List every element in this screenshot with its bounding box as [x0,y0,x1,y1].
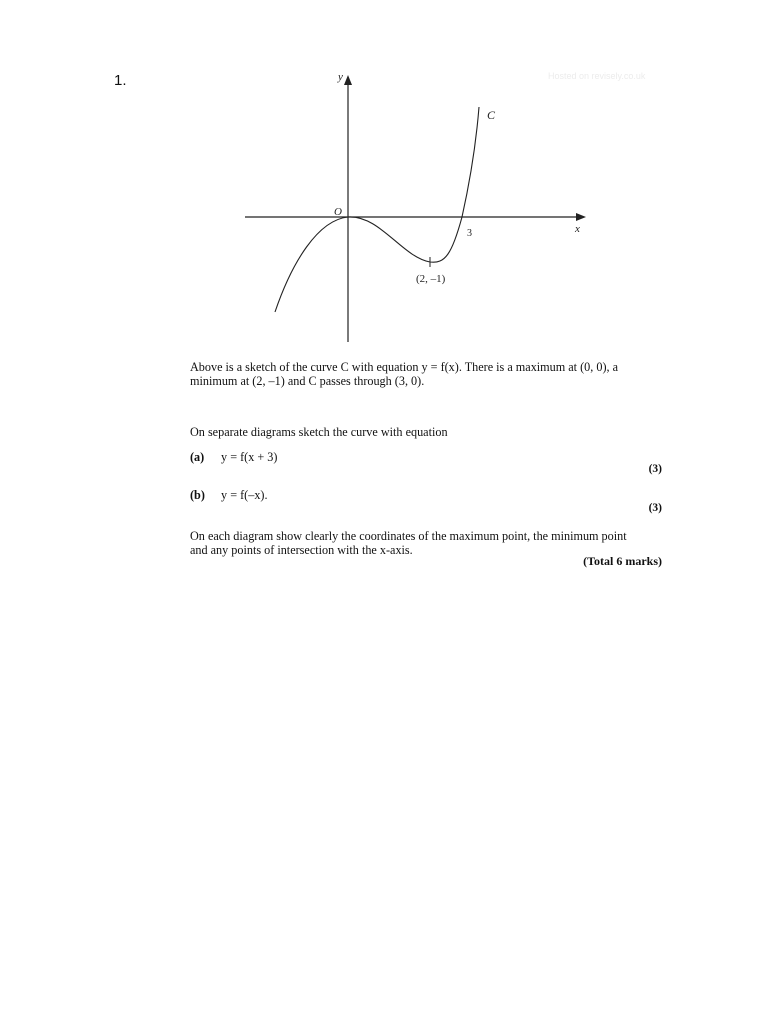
y-axis-label: y [338,71,343,83]
instruction-text: On separate diagrams sketch the curve with equation [190,425,448,439]
part-a [190,450,277,465]
x-axis-arrow [576,213,586,221]
origin-label: O [334,206,342,218]
watermark-text: Hosted on revisely.co.uk [548,71,646,81]
part-b [190,488,268,503]
part-a-label: (a) [190,450,205,464]
question-number: 1. [114,72,127,89]
intro-text: Above is a sketch of the curve C with equation y = f(x). There is a maximum at (0, 0), a minimum at (2, –1) and C passes through (3, 0). [190,360,619,388]
part-b-equation: y = f(–x). [221,488,268,502]
part-b-label: (b) [190,488,205,502]
x-intercept-label: 3 [467,228,472,239]
part-a-marks: (3) [648,463,662,475]
curve-label: C [487,108,496,122]
curve-c [275,107,479,312]
x-axis-label: x [575,223,580,235]
minimum-label: (2, –1) [416,273,446,285]
y-axis-arrow [344,75,352,85]
total-marks: (Total 6 marks) [583,554,662,568]
curve-sketch [230,62,590,352]
part-a-equation: y = f(x + 3) [221,450,278,464]
part-b-marks: (3) [648,502,662,514]
footer-note: On each diagram show clearly the coordinates of the maximum point, the minimum point and any points of intersection with the x-axis. [190,529,627,557]
